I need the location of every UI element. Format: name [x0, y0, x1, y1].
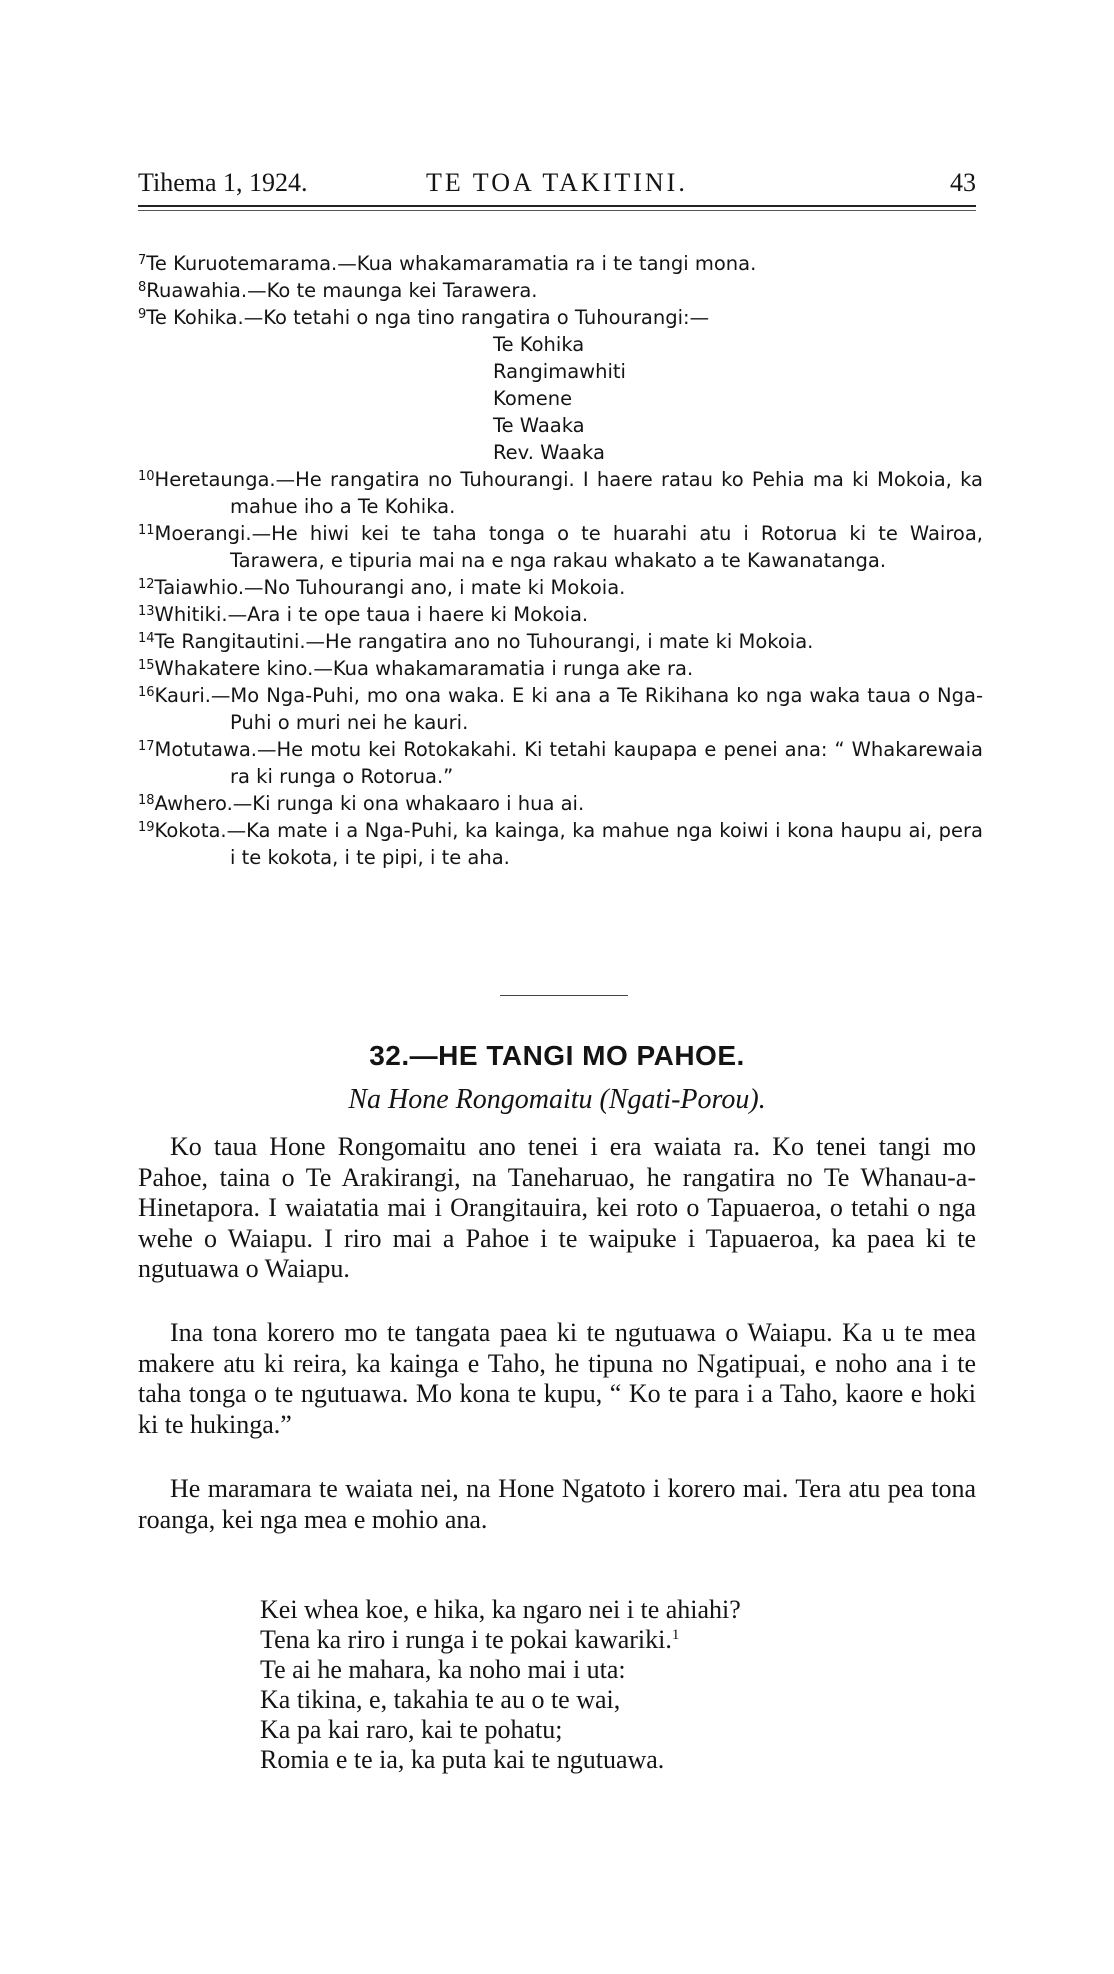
footnote-10: $^{10}$Heretaunga.—He rangatira no Tuhourangi. I haere ratau ko Pehia ma ki Mokoia, ka mahue iho a Te Kohika.	[138, 468, 983, 518]
verse-line: Kei whea koe, e hika, ka ngaro nei i te ahiahi?	[260, 1595, 741, 1624]
song-verse	[260, 1595, 960, 1775]
footnote-12: $^{12}$Taiawhio.—No Tuhourangi ano, i mate ki Mokoia.	[138, 576, 626, 599]
footnote-7: $^7$Te Kuruotemarama.—Kua whakamaramatia ra i te tangi mona.	[138, 252, 757, 275]
footnote-14: $^{14}$Te Rangitautini.—He rangatira ano no Tuhourangi, i mate ki Mokoia.	[138, 630, 814, 653]
footnote-16: $^{16}$Kauri.—Mo Nga-Puhi, mo ona waka. E ki ana a Te Rikihana ko nga waka taua o Nga-Puhi o muri nei he kauri.	[138, 684, 983, 734]
footnote-19: $^{19}$Kokota.—Ka mate i a Nga-Puhi, ka kainga, ka mahue nga koiwi i kona haupu ai, pera i te kokota, i te pipi, i te aha.	[138, 819, 983, 869]
list-item: Komene	[493, 387, 573, 410]
header-rule-thin	[138, 210, 976, 211]
footnote-11: $^{11}$Moerangi.—He hiwi kei te taha tonga o te huarahi atu i Rotorua ki te Wairoa, Tarawera, e tipuria mai na e nga rakau whakato a te Kawanatanga.	[138, 522, 983, 572]
running-header	[138, 168, 976, 204]
verse-line: Romia e te ia, ka puta kai te ngutuawa.	[260, 1745, 665, 1774]
journal-title: TE TOA TAKITINI.	[426, 168, 688, 197]
verse-line: Tena ka riro i runga i te pokai kawariki.$^1$	[260, 1625, 680, 1654]
footnote-ref: 1	[671, 1627, 680, 1643]
page-number: 43	[950, 168, 976, 197]
section-divider	[500, 995, 628, 996]
footnote-13: $^{13}$Whitiki.—Ara i te ope taua i haere ki Mokoia.	[138, 603, 589, 626]
verse-line: Ka tikina, e, takahia te au o te wai,	[260, 1685, 621, 1714]
footnote-8: $^8$Ruawahia.—Ko te maunga kei Tarawera.	[138, 279, 538, 302]
list-item: Te Kohika	[493, 333, 585, 356]
footnote-18: $^{18}$Awhero.—Ki runga ki ona whakaaro i hua ai.	[138, 792, 585, 815]
verse-line: Te ai he mahara, ka noho mai i uta:	[260, 1655, 626, 1684]
footnote-15: $^{15}$Whakatere kino.—Kua whakamaramatia i runga ake ra.	[138, 657, 694, 680]
song-attribution: Na Hone Rongomaitu (Ngati-Porou).	[348, 1084, 766, 1115]
footnote-9: $^9$Te Kohika.—Ko tetahi o nga tino rangatira o Tuhourangi:—	[138, 306, 710, 329]
list-item: Rangimawhiti	[493, 360, 626, 383]
footnotes	[138, 250, 983, 871]
kohika-list	[493, 331, 983, 466]
verse-line: Ka pa kai raro, kai te pohatu;	[260, 1715, 563, 1744]
list-item: Te Waaka	[493, 414, 585, 437]
footnote-17: $^{17}$Motutawa.—He motu kei Rotokakahi. Ki tetahi kaupapa e penei ana: “ Whakarewaia ra ki runga o Rotorua.”	[138, 738, 983, 788]
paragraph: Ina tona korero mo te tangata paea ki te ngutuawa o Waiapu. Ka u te mea makere atu ki reira, ka kainga e Taho, he tipuna no Ngatipuai, e noho ana i te taha tonga o te ngutuawa. Mo kona te kupu, “ Ko te para i a Taho, kaore e hoki ki te hukinga.”	[138, 1318, 976, 1439]
song-title: 32.—HE TANGI MO PAHOE.	[369, 1040, 745, 1071]
paragraph: Ko taua Hone Rongomaitu ano tenei i era waiata ra. Ko tenei tangi mo Pahoe, taina o Te Arakirangi, na Taneharuao, he rangatira no Te Whanau-a-Hinetapora. I waiatatia mai i Orangitauira, kei roto o Tapuaeroa, o tetahi o nga wehe o Waiapu. I riro mai a Pahoe i te waipuke i Tapuaeroa, ka paea ki te ngutuawa o Waiapu.	[138, 1132, 976, 1283]
list-item: Rev. Waaka	[493, 441, 605, 464]
issue-date: Tihema 1, 1924.	[138, 168, 308, 197]
paragraph: He maramara te waiata nei, na Hone Ngatoto i korero mai. Tera atu pea tona roanga, kei nga mea e mohio ana.	[138, 1474, 976, 1534]
header-rule	[138, 205, 976, 207]
